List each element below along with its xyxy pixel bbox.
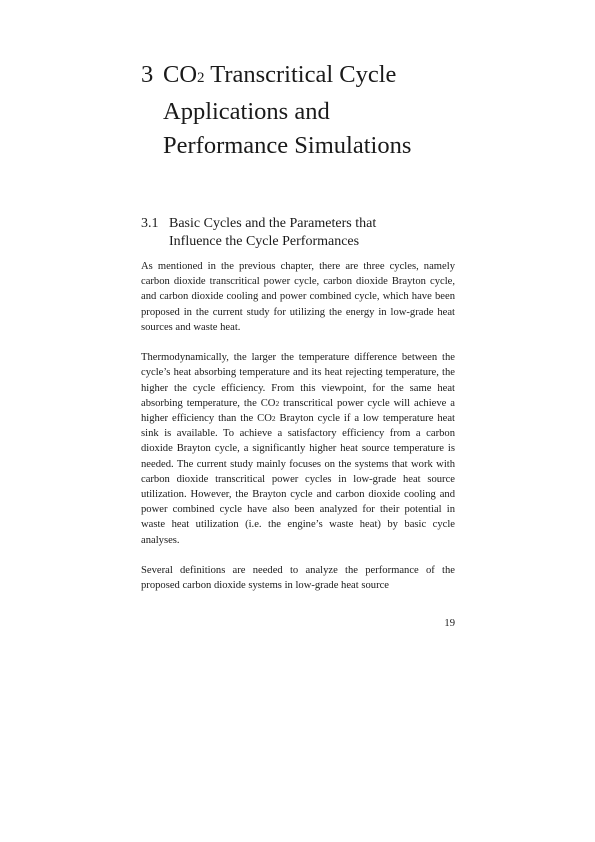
chapter-title-line-1 [163,58,461,95]
paragraph-2-part-b: transcritical power cycle will achieve a higher efficiency than the CO [141,397,455,425]
paragraph-2-part-a: Thermodynamically, the larger the temperature difference between the cycle’s heat absorbing temperature and its heat rejecting temperature, the higher the cycle efficiency. From this viewpoint, for the same heat absorbing temperature, the CO [141,352,455,409]
page-number: 19 [444,618,455,629]
section-number: 3.1 [141,216,159,231]
paragraph-2 [141,350,455,548]
chapter-title [163,58,461,163]
chapter-number: 3 [141,61,154,88]
section-title [169,215,461,251]
section-title-line-2: Influence the Cycle Performances [169,234,360,249]
paragraph-2-subscript-2: 2 [271,414,276,424]
chapter-title-subscript: 2 [197,70,205,86]
chapter-heading [141,58,461,163]
paragraph-2-subscript-1: 2 [275,398,280,408]
chapter-title-co: CO [163,61,198,88]
paragraph-3: Several definitions are needed to analyze the performance of the proposed carbon dioxide systems in low-grade heat source [141,565,455,592]
paragraph-1: As mentioned in the previous chapter, there are three cycles, namely carbon dioxide transcritical power cycle, carbon dioxide Brayton cycle, and carbon dioxide cooling and power combined cycle, which have been proposed in the current study for utilizing the energy in low-grade heat sources and waste heat. [141,261,455,333]
chapter-title-rest: Transcritical Cycle [204,61,397,88]
chapter-title-line-3: Performance Simulations [163,132,412,159]
body-text [141,259,455,609]
chapter-title-line-2: Applications and [163,98,330,125]
paragraph-2-part-c: Brayton cycle if a low temperature heat sink is available. To achieve a satisfactory efficiency from a carbon dioxide Brayton cycle, a significantly higher heat source temperature is needed. The current study mainly focuses on the systems that work with carbon dioxide transcritical power cycles in low-grade heat source utilization. However, the Brayton cycle and carbon dioxide cooling and power combined cycle have also been analyzed for their potential in waste heat utilization (i.e. the engine’s waste heat) by basic cycle analyses. [141,413,455,546]
section-title-line-1: Basic Cycles and the Parameters that [169,216,377,231]
section-heading [141,215,461,251]
